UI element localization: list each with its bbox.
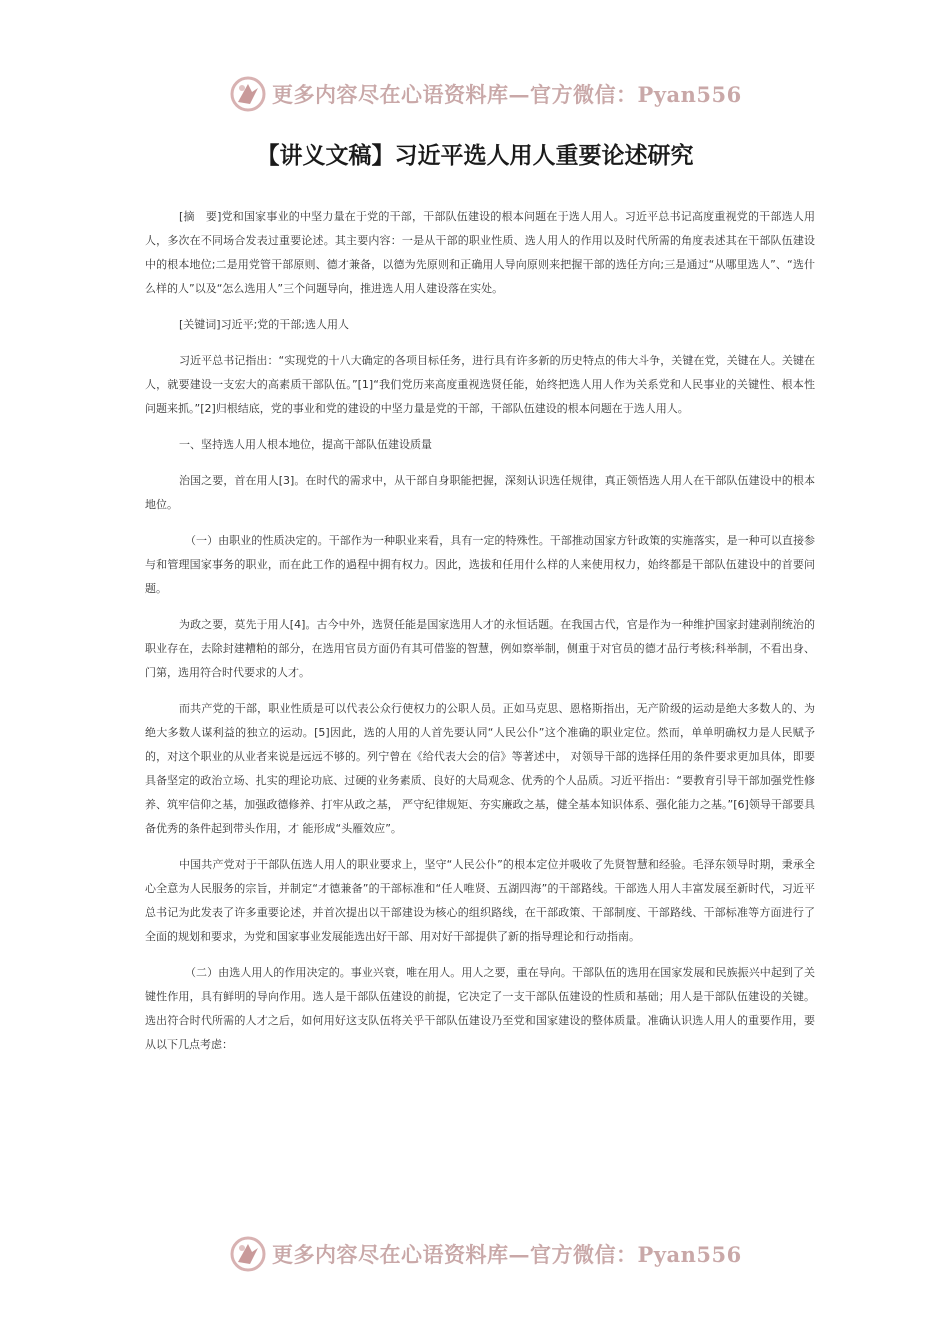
body-paragraph: 而共产党的干部，职业性质是可以代表公众行使权力的公职人员。正如马克思、恩格斯指出，无产阶级的运动是绝大多数人的、为绝大多数人谋利益的独立的运动。[5]因此，选的人用的人首先要认同“人民公仆”这个准确的职业定位。然而，单单明确权力是人民赋予的，对这个职业的从业者来说是远远不够的。列宁曾在《给代表大会的信》等著述中， 对领导干部的选择任用的条件要求更加具体，即要具备坚定的政治立场、扎实的理论功底、过硬的业务素质、良好的大局观念、优秀的个人品质。习近平指出：“要教育引导干部加强党性修养、筑牢信仰之基，加强政德修养、打牢从政之基， 严守纪律规矩、夯实廉政之基，健全基本知识体系、强化能力之基。”[6]领导干部要具备优秀的条件起到带头作用，才 能形成“头雁效应”。 [145, 702, 815, 835]
footer-banner [228, 1232, 742, 1276]
header-banner [228, 72, 742, 116]
section-heading: 一、坚持选人用人根本地位，提高干部队伍建设质量 [179, 438, 432, 451]
keywords-paragraph: [关键词]习近平;党的干部;选人用人 [179, 318, 349, 331]
logo-icon [228, 1234, 268, 1274]
logo-icon [228, 74, 268, 114]
body-paragraph: 中国共产党对于干部队伍选人用人的职业要求上，坚守“人民公仆”的根本定位并吸收了先贤智慧和经验。毛泽东领导时期，秉承全心全意为人民服务的宗旨，并制定“才德兼备”的干部标准和“任人唯贤、五湖四海”的干部路线。干部选人用人丰富发展至新时代，习近平总书记为此发表了许多重要论述，并首次提出以干部建设为核心的组织路线，在干部政策、干部制度、干部路线、干部标准等方面进行了全面的规划和要求，为党和国家事业发展能选出好干部、用对好干部提供了新的指导理论和行动指南。 [145, 858, 815, 943]
body-paragraph: 治国之要，首在用人[3]。在时代的需求中，从干部自身职能把握，深刻认识选任规律，真正领悟选人用人在干部队伍建设中的根本地位。 [145, 474, 815, 511]
banner-text: 更多内容尽在心语资料库—官方微信：Pyan556 [272, 82, 742, 107]
abstract-paragraph: [摘 要]党和国家事业的中坚力量在于党的干部，干部队伍建设的根本问题在于选人用人。习近平总书记高度重视党的干部选人用人，多次在不同场合发表过重要论述。其主要内容：一是从干部的职业性质、选人用人的作用以及时代所需的角度表述其在干部队伍建设中的根本地位;二是用党管干部原则、德才兼备，以德为先原则和正确用人导向原则来把握干部的选任方向;三是通过“从哪里选人”、“选什么样的人”以及“怎么选用人”三个问题导向，推进选人用人建设落在实处。 [145, 210, 815, 295]
document-title: 【讲义文稿】习近平选人用人重要论述研究 [256, 143, 694, 169]
banner-text: 更多内容尽在心语资料库—官方微信：Pyan556 [272, 1242, 742, 1267]
subsection-paragraph: （一）由职业的性质决定的。干部作为一种职业来看，具有一定的特殊性。干部推动国家方针政策的实施落实，是一种可以直接参与和管理国家事务的职业，而在此工作的過程中拥有权力。因此，选拔和任用什么样的人来使用权力，始终都是干部队伍建设中的首要问题。 [145, 534, 815, 595]
subsection-paragraph: （二）由选人用人的作用决定的。事业兴衰，唯在用人。用人之要，重在导向。干部队伍的选用在国家发展和民族振兴中起到了关键性作用，具有鲜明的导向作用。选人是干部队伍建设的前提，它决定了一支干部队伍建设的性质和基础；用人是干部队伍建设的关键。选出符合时代所需的人才之后，如何用好这支队伍将关乎干部队伍建设乃至党和国家建设的整体质量。准确认识选人用人的重要作用，要从以下几点考虑： [145, 966, 815, 1051]
document-body [145, 205, 815, 1069]
body-paragraph: 习近平总书记指出：“实现党的十八大确定的各项目标任务，进行具有许多新的历史特点的伟大斗争，关键在党，关键在人。关键在人，就要建设一支宏大的高素质干部队伍。”[1]“我们党历来高度重视选贤任能，始终把选人用人作为关系党和人民事业的关键性、根本性问题来抓。”[2]归根结底，党的事业和党的建设的中坚力量是党的干部，干部队伍建设的根本问题在于选人用人。 [145, 354, 815, 415]
body-paragraph: 为政之要，莫先于用人[4]。古今中外，选贤任能是国家选用人才的永恒话题。在我国古代，官是作为一种维护国家封建剥削统治的职业存在，去除封建糟粕的部分，在选用官员方面仍有其可借鉴的智慧，例如察举制，侧重于对官员的德才品行考核;科举制，不看出身、门第，选用符合时代要求的人才。 [145, 618, 815, 679]
